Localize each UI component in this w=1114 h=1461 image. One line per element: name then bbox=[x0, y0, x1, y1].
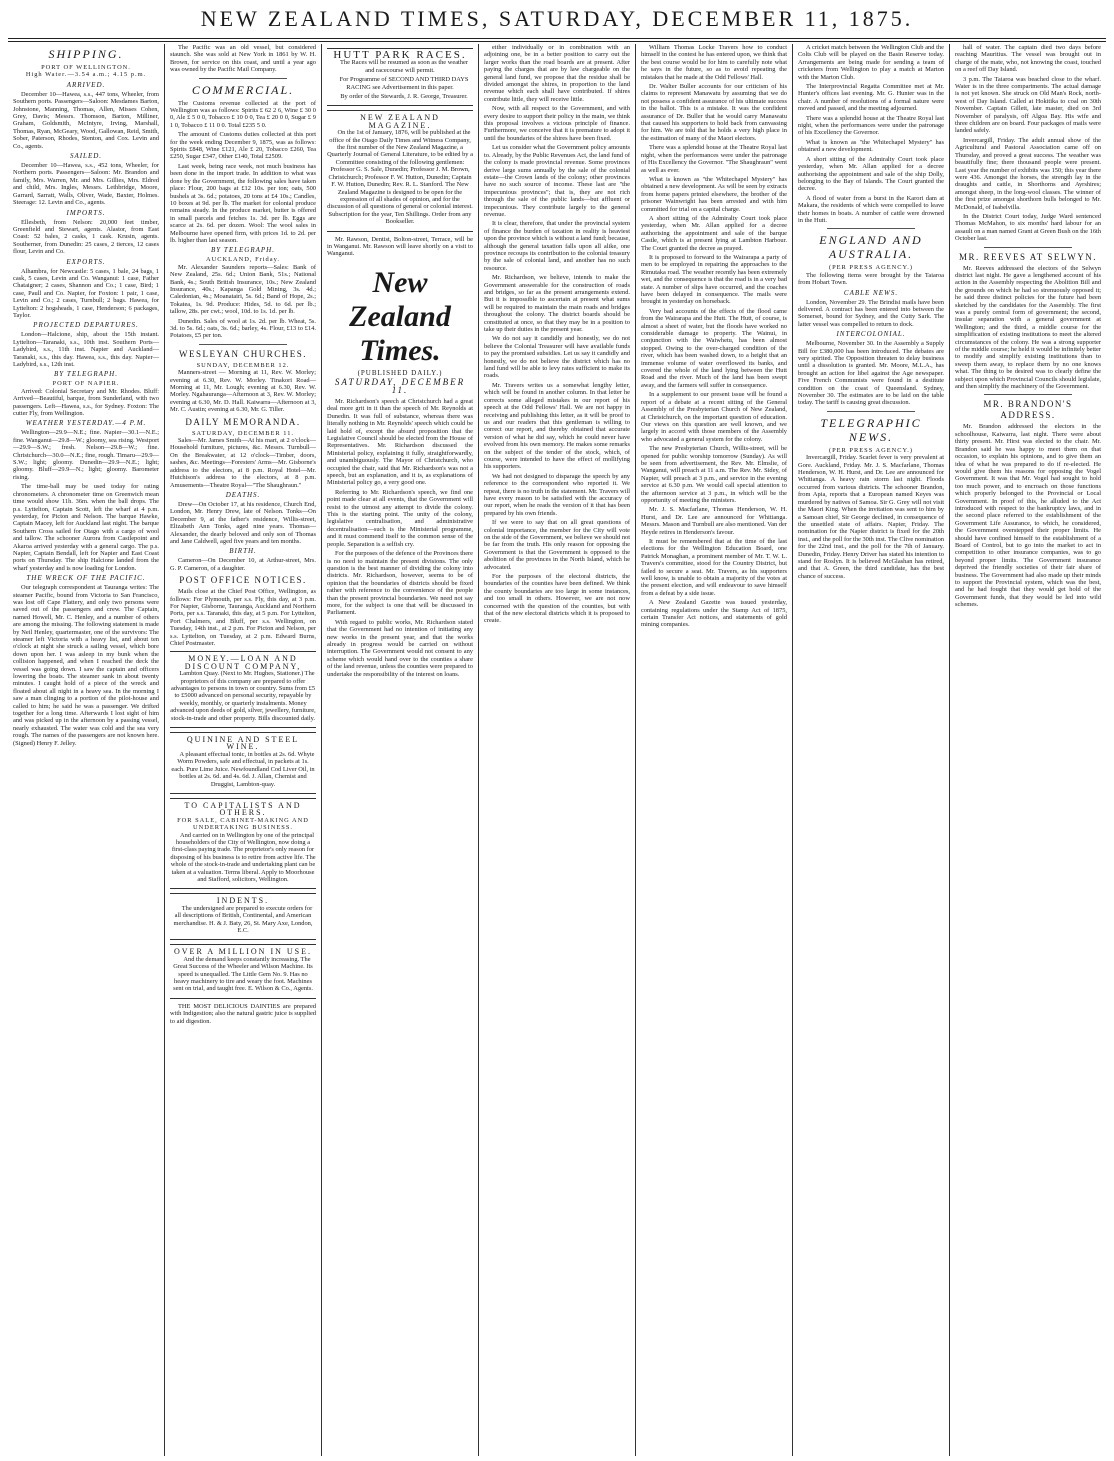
article-paragraph: either individually or in combination with an adjoining one, be in a better position to carry out the larger works than the road boards are at present. After paying the charges that are by law chargeable on the general land fund, we propose that the residue shall be divided amongst the shires, in proportion to the land revenue which each shall have contributed. If shires contribute little, they will receive little. bbox=[484, 44, 630, 103]
ad-text: By order of the Stewards, J. R. George, Treasurer. bbox=[340, 93, 468, 101]
divider bbox=[827, 228, 915, 229]
commercial-heading: COMMERCIAL. bbox=[191, 82, 295, 97]
leader-paragraph: With regard to public works, Mr. Richardson stated that the Government had no intention of initiating any new works in the present year, and that the works already in progress would be carried on without interruption. The Government would not consent to any scheme which would hand over to the counties a share of the land revenue, unless the counties were prepared to undertake the responsibility of the interest on loans. bbox=[327, 618, 473, 678]
article-paragraph: A flood of water from a burst in the Karori dam at Makara, the residents of which were compelled to leave their homes in boats. A number of cattle were drowned in the Hutt. bbox=[798, 194, 944, 224]
customs-text: The Customs revenue collected at the port of Wellington was as follows: Spirits £ 62 2 6, Wine £ 30 0 0, Ale £ 5 0 0, Tobacco £ 10 0 0, Tea £ 20 0 0, Sugar £ 9 1 0, Tobacco £ 11 0 0. Total £235 5 0. bbox=[170, 99, 316, 129]
advertisement-magazine bbox=[327, 110, 473, 231]
divider bbox=[984, 394, 1072, 395]
article-paragraph: In the District Court today, Judge Ward sentenced Thomas McMahon, to six months' hard labour for an assault on a man named Grant at Green Bush on the 16th October last. bbox=[955, 212, 1101, 243]
ad-text: On the 1st of January, 1876, will be published at the office of the Otago Daily Times and Witness Company, the first number of the New Zealand Magazine, a Quarterly Journal of General Literature, to be edited by a Committee consisting of the following gentlemen: Professor G. S. Sale, Dunedin; Professor J. M. Brown, Christchurch; Professor F. W. Hutton, Dunedin; Captain F. W. Hutton, Dunedin; Rev. R. L. Stanford. The New Zealand Magazine is designed to be open for the expression of all shades of opinion, and for the discussion of all questions of general or colonial interest. Subscription for the year, Ten Shillings. Order from any Bookseller. bbox=[327, 129, 473, 226]
high-water: High Water.—3.54 a.m.; 4.15 p.m. bbox=[25, 71, 147, 79]
brandon-heading: MR. BRANDON'S ADDRESS. bbox=[983, 399, 1073, 421]
article-paragraph: hall of water. The captain died two days before reaching Mauritius. The vessel was brought out in charge of the mate, who, not knowing the coast, touched on a reef off Day Island. bbox=[955, 44, 1101, 74]
article-paragraph: It must be remembered that at the time of the last elections for the Wellington Education Board, one Patrick Monaghan, a prominent member of Mr. T. W. L. Travers's committee, stood for the Country District, but failed to secure a seat. Mr. Travers, as his supporters well know, is unable to obtain a majority of the votes at the present election, and will endeavour to save himself from a defeat by a side issue. bbox=[641, 538, 787, 597]
church-sub: SUNDAY, DECEMBER 12. bbox=[196, 361, 290, 369]
advertisement-indents bbox=[170, 893, 316, 940]
departures-heading: PROJECTED DEPARTURES. bbox=[33, 321, 139, 330]
sailed-heading: SAILED. bbox=[69, 152, 103, 161]
advertisement-capitalists bbox=[170, 798, 316, 889]
dunedin-market: Dunedin. Sales of wool at 1s. 2d. per lb. Wheat, 5s. 3d. to 5s. 6d.; oats, 3s. 6d.; barley, 4s. Flour, £13 to £14. Potatoes, £5 per ton. bbox=[170, 317, 316, 340]
sailed-text: December 10—Hawea, s.s., 452 tons, Wheeler, for Northern ports. Passengers—Saloon: Mr. Brandon and family, Mrs. Warren, Mr. and Mrs. Gillies, Mrs. Eldred and child, Mrs. Ingles, Messrs. Lethbridge, Moore, Garrard, Sarratt, Walls, Oliver, Wade, Baxter, Holmes. Steerage: 12. Levin and Co., agents. bbox=[13, 162, 159, 207]
intercolonial-heading: INTERCOLONIAL. bbox=[836, 330, 906, 339]
page-columns bbox=[8, 44, 1106, 1456]
customs-week-text: The amount of Customs duties collected at this port for the week ending December 9, 1875, was as follows: Spirits £848, Wine £121, Ale £ 20, Tobacco £260, Tea £250, Sugar £347, Other £140, Total £2509. bbox=[170, 131, 316, 161]
memoranda-text: Sales—Mr. James Smith—At his mart, at 2 o'clock—Household furniture, pictures, &c. Messrs. Turnbull—On the Breakwater, at 12 o'clock—Timber, doors, sashes, &c. Meetings—Foresters' Arms—Mr. Gisborne's address to the electors, at 8 p.m. Royal Hotel—Mr. Hutchison's address to the electors, at 8 p.m. Amusements—Theatre Royal—"The Shaughraun." bbox=[170, 437, 316, 489]
column-1 bbox=[8, 44, 165, 1456]
article-paragraph: A short sitting of the Admiralty Court took place yesterday, when Mr. Allan applied for a decree authorising the appointment and sale of the ship Dolly, belonging to the Bay of Islands. The Court granted the decree. bbox=[798, 155, 944, 193]
post-text: Mails close at the Chief Post Office, Wellington, as follows: For Plymouth, per s.s. Fly, this day, at 3 p.m. For Napier, Gisborne, Tauranga, Auckland and Northern Ports, per s.s. Taranaki, this day, at 5 p.m. For Lyttelton, Port Chalmers, and Bluff, per s.s. Wellington, on Tuesday, 14th inst., at 2 p.m. For Picton and Nelson, per s.s. Lyttelton, on Tuesday, at 2 p.m. Edward Burns, Chief Postmaster. bbox=[170, 588, 316, 647]
telegraphic-text: Invercargill, Friday. Scarlet fever is very prevalent at Gore. Auckland, Friday. Mr. J. S. Macfarlane, Thomas Henderson, W. H. Hurst, and Dr. Lee are announced for Whitianga. A heavy rain storm last night. Floods occurred from various districts. The schooner Brandon, from Apia, reports that a European named Keyes was murdered by natives of Samoa. Sir G. Grey will not visit the Maori King. When the invitation was sent to him by a Samoan chief, Sir George declined, in consequence of the unsettled state of affairs. Napier, Friday. The nomination for the Napier district is fixed for the 20th inst., and the poll for the 30th inst. The Clive nomination for the 22nd inst., and the poll for the 7th of January. Dunedin, Friday. Henry Driver has stated his intention to stand for Roslyn. It is believed McGlashan has retired, and that A. Green, the third candidate, has the best chance of success. bbox=[798, 454, 944, 580]
imports-text: Ellesbeth, from Nelson: 20,000 feet timber, Greenfield and Stewart, agents. Alastor, from East Coast: 52 bales, 2 casks, 1 cask. Krusin, agents. Southerner, from Dunedin: 25 cases, 2 tierces, 12 cases flour, Levin and Co. bbox=[13, 218, 159, 256]
press-agency: (PER PRESS AGENCY.) bbox=[828, 264, 914, 272]
article-paragraph: What is known as "the Whitechapel Mystery" has obtained a new development. bbox=[798, 138, 944, 154]
column-6 bbox=[793, 44, 950, 1456]
article-paragraph: There was a splendid house at the Theatre Royal last night, when the performances were under the patronage of his Excellency the Governor. bbox=[798, 114, 944, 137]
article-paragraph: We had not designed to disparage the speech by any reference to the correspondent who reported it. We repeat, there is no truth in the statement. Mr. Travers will have every reason to be satisfied with the accuracy of our report, when he reads the version of it that has been prepared by his own friends. bbox=[484, 472, 630, 517]
advertisement-loan bbox=[170, 651, 316, 728]
column-3 bbox=[322, 44, 479, 1456]
article-paragraph: Let us consider what the Government policy amounts to. Already, by the Public Revenues Act, the land fund of the colony is made provincial revenue. Some provinces derive large sums annually by the sale of the colonial estate—the Crown lands of the colony; other provinces have no such source of income. These last are "the impecunious provinces"; that is, they are not rich through the sale of the public lands—but affluent or impecunious. They contribute largely to the general revenue. bbox=[484, 144, 630, 218]
article-paragraph: William Thomas Locke Travers how to conduct himself in the contest he has entered upon, we think that the best course would be for him to carefully note what he says in the future, so as to avoid repeating the mistakes that he made at the Odd Fellows' Hall. bbox=[641, 44, 787, 81]
divider bbox=[199, 344, 287, 345]
ad-subtitle: FOR SALE, CABINET-MAKING AND UNDERTAKING BUSINESS. bbox=[177, 816, 309, 832]
memoranda-sub: SATURDAY, DECEMBER 11. bbox=[191, 429, 294, 437]
article-paragraph: It is proposed to forward to the Wairarapa a party of men to be employed in repairing the approaches to the Rimutaka road. The weather recently has been extremely wet, and the consequence is that the road is in a very bad state. A number of slips have occurred, and the coaches have been delayed in consequence. The mails were brought in yesterday on horseback. bbox=[641, 253, 787, 306]
telegraph-heading: BY TELEGRAPH. bbox=[54, 370, 118, 379]
advertisement-hutt-races bbox=[327, 48, 473, 106]
article-paragraph: For the purposes of the electoral districts, the boundaries of the counties have been defined. We think the county boundaries are too large in some instances, and too small in others. However, we are not now concerned with the question of the counties, but with that of the new electoral districts which it is proposed to create. bbox=[484, 573, 630, 625]
article-paragraph: What is known as "the Whitechapel Mystery" has obtained a new development. As will be seen by extracts from home papers printed elsewhere, the brother of the prisoner Wainwright has been arrested and with him committed for trial on a capital charge. bbox=[641, 175, 787, 213]
ad-title: QUININE AND STEEL WINE. bbox=[186, 735, 300, 752]
pacific-intro: The Pacific was an old vessel, but considered staunch. She was sold at New York in 1861 by W. H. Brown, for service on this coast, and until a year ago was owned by the Pacific Mail Company. bbox=[170, 44, 316, 74]
ad-text: And the demand keeps constantly increasing. The Great Success of the Wheeler and Wilson Machine. Its speed is unequalled. The Little Gem No. 9. Has no heavy machinery to tire and weary the foot. Machines sent on trial, and taught free. E. Wilson & Co., Agents. bbox=[173, 955, 313, 993]
masthead-rule-2 bbox=[8, 41, 1106, 42]
birth-heading: BIRTH. bbox=[229, 547, 257, 556]
leader-paragraph: Mr. Richardson's speech at Christchurch had a great deal more grit in it than the speech of Mr. Reynolds at Dunedin. It was full of substance, whereas there was literally nothing in Mr. Reynolds' speech which could be laid hold of, except the absurd proposition that the Legislative Council should be elected from the House of Representatives. Mr. Richardson discussed the Ministerial policy, explaining it fully, straightforwardly, and unambiguously. The Mayor of Christchurch, who occupied the chair, said that Mr. Richardson's was not a speech, but an explanation, and it is, as explanations of Ministerial policy go, a very good one. bbox=[327, 397, 473, 487]
auckland-market: Mr. Alexander Saunders reports—Sales: Bank of New Zealand, 25s. 6d.; Union Bank, 51s.; National Bank, 4s.; South British Insurance, 10s.; New Zealand Insurance, 40s.; Kapanga Gold Mining, 3s. 4d.; Caledonian, 4s.; Moanatairi, 5s. 6d.; Band of Hope, 2s.; Tokatea, 1s. 9d. Produce: Hides, 5d. to 6d. per lb.; tallow, 28s. per cwt.; wool, 10d. to 1s. 1d. per lb. bbox=[170, 263, 316, 316]
weather-text: Wellington—29.9—N.E.; fine. Napier—30.1—N.E.; fine. Wanganui—29.8—W.; gloomy, sea rising. Westport—29.9—S.W.; fresh. Nelson—29.8—W.; fine. Christchurch—30.0—N.E.; fine, rough. Timaru—29.9—S.W.; light; gloomy. Dunedin—29.9—N.E.; light; gloomy. Bluff—29.9—N.; light; gloomy. Barometer rising. bbox=[13, 429, 159, 481]
ad-title: HUTT PARK RACES. bbox=[333, 49, 467, 61]
departures-text: London—Halcione, ship, about the 15th instant. Lyttelton—Taranaki, s.s., 10th inst. Southern Ports—Ladybird, s.s., 11th inst. Napier and Auckland—Taranaki, s.s., this day. Hawea, s.s., this day. Napier—Ladybird, s.s., 12th inst. bbox=[13, 331, 159, 368]
ad-title: INDENTS. bbox=[216, 896, 270, 906]
ad-text: And carried on in Wellington by one of the principal householders of the City of Wellington, now doing a first-class paying trade. The proprietor's only reason for disposing of his business is to retire from active life. The whole of the stock-in-trade and undertaking plant can be taken at a valuation. Terms liberal. Apply to Moorhouse and Stafford, solicitors, Wellington. bbox=[170, 831, 316, 883]
ad-title: OVER A MILLION IN USE. bbox=[174, 947, 312, 957]
weather-heading: WEATHER YESTERDAY.—4 P.M. bbox=[25, 419, 147, 428]
leader-paragraph: Referring to Mr. Richardson's speech, we find one point made clear at all events, that the Government will resist to the utmost any attempt to divide the colony. This is the starting point. The unity of the colony, legislative centralisation, and administrative decentralisation—such is the Ministerial programme, and it must commend itself to the common sense of the people. Separation is a selfish cry. bbox=[327, 488, 473, 548]
ad-text: Lambton Quay. (Next to Mr. Hughes, Stationer.) The proprietors of this company are prepared to offer advantages to persons in town or country. Sums from £5 to £5000 advanced on personal security, repayable by weekly, monthly, or quarterly instalments. Money advanced upon deeds of gold, silver, jewellery, furniture, stock-in-trade and other property. Bills discounted daily. bbox=[170, 670, 316, 722]
cable-text: London, November 29. The Brindisi mails have been delivered. A contract has been entered into between the Somerset, bound for Sydney, and the Cutty Sark. The latter vessel was compelled to return to dock. bbox=[798, 298, 944, 328]
column-4 bbox=[479, 44, 636, 1456]
paper-date: SATURDAY, DECEMBER 11. bbox=[334, 377, 466, 395]
article-paragraph: Invercargill, Friday. The adult annual show of the Agricultural and Pastoral Association came off on Thursday, and proved a great success. The weather was beautifully fine; there thousand people were present. Last year the number of exhibits was 150; this year there were 436. Amongst the horses, the strength lay in the draughts and cattle, in Shorthorns and Ayrshires; amongst sheep, in the long-wool classes. The winner of the first prize amongst shorthorn bulls belonged to Mr. McDonald, of Isabelvilla. bbox=[955, 136, 1101, 211]
birth-text: Cameron—On December 10, at Arthur-street, Mrs. G. P. Cameron, of a daughter. bbox=[170, 557, 316, 572]
leader-paragraph: For the purposes of the defence of the Provinces there is no need to maintain the present divisions. The only question is the best manner of dividing the colony into districts. Mr. Richardson, however, seems to be of opinion that the boundaries of districts should be fixed rather with reference to the convenience of the people than the present provincial boundaries. We need not say more, for the subject is one that will be discussed in Parliament. bbox=[327, 550, 473, 617]
shipping-notes: The time-ball may be used today for rating chronometers. A chronometer time on Greenwich mean time would show 11h. 36m. when the ball drops. The p.s. Lyttelton, Captain Scott, left the wharf at 4 p.m. yesterday, for Picton and Nelson. The barque Hawke, Captain Macey, left for Auckland last night. The barque Southern Cross sailed for Otago with a cargo of wool and tallow. The schooner Aurora from Castlepoint and Akaroa arrived yesterday with a general cargo. The p.s. Napier, Captain Bendall, left for Napier and East Coast ports on Thursday. The ship Halcione landed from the wharf yesterday and is now loading for London. bbox=[13, 483, 159, 572]
reeves-heading: MR. REEVES AT SELWYN. bbox=[959, 251, 1097, 262]
divider bbox=[827, 411, 915, 412]
ad-title: MONEY.—LOAN AND DISCOUNT COMPANY, bbox=[184, 654, 302, 671]
column-2 bbox=[165, 44, 322, 1456]
advertisement-wheeler-wilson bbox=[170, 944, 316, 998]
press-agency-2: (PER PRESS AGENCY.) bbox=[828, 446, 914, 454]
telegraph-heading-2: BY TELEGRAPH. bbox=[211, 246, 275, 255]
ad-title: TO CAPITALISTS AND OTHERS. bbox=[184, 800, 302, 818]
paper-subtitle: (PUBLISHED DAILY.) bbox=[357, 368, 443, 377]
divider bbox=[199, 78, 287, 79]
ad-text: The undersigned are prepared to execute orders for all descriptions of British, Continental, and American merchandise. H. & J. Baty, 26, St. Mary Axe, London, E.C. bbox=[173, 904, 313, 934]
church-text: Manners-street — Morning at 11, Rev. W. Morley; evening at 6.30, Rev. W. Morley. Tinakori Road—Morning at 11, Mr. Lough; evening at 6.30, Rev. W. Morley. Ngahauranga—Afternoon at 3, Rev. W. Morley; evening at 6.30, Mr. D. Hall. Kaiwarra—Afternoon at 3, Mr. C. Austin; evening at 6.30, Mr. G. Tiller. bbox=[170, 369, 316, 414]
article-paragraph: 3 p.m. The Taiaroa was beached close to the wharf. Water is in the three compartments. The actual damage is not yet known. She struck on Old Man's Rock, north-west of Day Island. Called at Hokitika to coal on 30th November. Captain Gillett, late master, died on 3rd November of paralysis, off Algoa Bay. His wife and three children are on board. Four packages of mails were landed safely. bbox=[955, 75, 1101, 135]
ad-text: For Programme of SECOND AND THIRD DAYS RACING see Advertisement in this paper. bbox=[339, 76, 469, 91]
brandon-text: Mr. Brandon addressed the electors in the schoolhouse, Kaiwarra, last night. There were about thirty present. Mr. Hirst was elected to the chair. Mr. Brandon said he was happy to meet them on that occasion, to explain his opinions, and to give them an idea of what he was prepared to do if re-elected. He would give them his reasons for opposing the Vogel Government. It was that Mr. Vogel had sought to hold too much power, and to encroach on those functions which properly belonged to the Provincial or Local Government. In proof of this, he alluded to the Act introduced with respect to the bankruptcy laws, and in the second place referred to the establishment of the Government Life Assurance, to which, he considered, the Government overstepped their proper limits. He should have confined himself to the establishment of a Board of Control, but to go into the market to act in competition to other insurance companies, was to go beyond proper limits. The Government insurance deprived the friendly societies of their fair share of business. The Government had also made up their minds to support the Provincial system, which was the best, and he had fought that they would get hold of the Government funds, that they would be led into wild schemes. bbox=[955, 423, 1101, 609]
imports-heading: IMPORTS. bbox=[66, 208, 106, 217]
exports-heading: EXPORTS. bbox=[66, 257, 106, 266]
arrived-heading: ARRIVED. bbox=[66, 80, 106, 89]
telegraph-sub-2: AUCKLAND, Friday. bbox=[206, 256, 280, 264]
article-paragraph: There was a splendid house at the Theatre Royal last night, when the performances were under the patronage of His Excellency the Governor. "The Shaughraun" went as well as ever. bbox=[641, 144, 787, 174]
article-paragraph: The Interprovincial Regatta Committee met at Mr. Hunter's offices last evening. Mr. G. Hunter was in the chair. A number of resolutions of a formal nature were moved and passed, and the meeting adjourned. bbox=[798, 83, 944, 113]
telegraph-sub: PORT OF NAPIER. bbox=[52, 380, 120, 388]
port-heading: PORT OF WELLINGTON. bbox=[41, 64, 131, 71]
article-paragraph: If we were to say that on all great questions of colonial importance, the member for the City will vote on the side of the Government, we believe we should not be far from the truth. His only reason for opposing the Government is that the Government is opposed to the abolition of the provinces in the North Island, which he advocated. bbox=[484, 519, 630, 571]
advertisement-quinine bbox=[170, 732, 316, 794]
intercolonial-text: Melbourne, November 30. In the Assembly a Supply Bill for £380,000 has been introduced. The debates are very spirited. The Opposition threaten to delay business until a dissolution is granted. Mr. Moore, M.L.A., has brought an action for libel against the Age newspaper. Five French Communists were found in a destitute condition on the coast of Queensland. Sydney, November 30. The estimates are to be laid on the table today. The tariff is causing great discussion. bbox=[798, 340, 944, 407]
ad-text: A pleasant effectual tonic, in bottles at 2s. 6d. Whyte Worm Powders, safe and effectual, in packets at 1s. each. Pure Lime Juice. Newfoundland Cod Liver Oil, in bottles at 2s. 6d. and 4s. 6d. J. Allan, Chemist and Druggist, Lambton-quay. bbox=[171, 750, 315, 788]
shipping-heading: SHIPPING. bbox=[48, 47, 124, 61]
column-7 bbox=[950, 44, 1106, 1456]
ad-text: The Races will be resumed as soon as the weather and racecourse will permit. bbox=[340, 59, 468, 74]
article-paragraph: It is clear, therefore, that under the provincial system of finance the burden of taxation in reality is heaviest upon the province which is without a land fund; because, although the general taxation falls upon all alike, one province recoups its contribution to the colonial treasury by the sale of colonial land, and another has no such resource. bbox=[484, 220, 630, 272]
article-paragraph: Dr. Walter Buller accounts for our criticism of his claims to represent Manawatu by assuming that we do not possess a confident assurance of his ultimate success in the ballot. This is a mistake. It was the confident assurance of Dr. Buller that he would carry Manawatu that caused his supporters to hold back from canvassing for him. We are told that he holds a very high place in the estimation of many of the Maori electors. bbox=[641, 83, 787, 142]
wreck-text: Our telegraph correspondent at Tauranga writes: The steamer Pacific, bound from Victoria to San Francisco, was lost off Cape Flattery, and only two persons were saved out of the passengers and crew. The Captain, named Howell, Mr. C. Henley, and a number of others are among the missing. The following statement is made by Neil Henley, quartermaster, one of the survivors: The steamer left Victoria with a heavy list, and about ten o'clock at night she struck a sailing vessel, which bore down upon her. I was asleep in my bunk when the collision happened, and when I reached the deck the vessel was going down. I saw the captain and officers lowering the boats. The steamer sank in about twenty minutes. I caught hold of a piece of the wreck and floated about all night in a heavy sea. In the morning I saw a man clinging to a portion of the pilot-house and called to him; he said he was a passenger. We drifted together for a long time. Afterwards I lost sight of him and was picked up in the afternoon by a passing vessel, nearly exhausted. The water was cold and the sea very rough. The names of the passengers are not known here. (Signed) Henry F. Jelley. bbox=[13, 584, 159, 747]
article-paragraph: Mr. J. S. Macfarlane, Thomas Henderson, W. H. Hurst, and Dr. Lee are announced for Whitianga. Messrs. Mason and Turnbull are also mentioned. Van der Heyde retires in Henderson's favour. bbox=[641, 506, 787, 536]
article-paragraph: Mr. Richardson, we believe, intends to make the Government answerable for the construction of roads and bridges, so far as the present arrangements extend. But it is impossible to ascertain at present what sums will be required to maintain the main roads and bridges throughout the colony. The district boards should be constituted at once, so that they may be in a position to take up their duties in the present year. bbox=[484, 274, 630, 334]
market-text: Last week, being race week, not much business has been done in the import trade. In addition to what was done by the Government, the following sales have taken place: Flour, 200 bags at £12 10s. per ton; oats, 500 bushels at 3s. 6d.; potatoes, 20 tons at £4 10s.; Candles, 10 boxes at 9d. per lb. The market for colonial produce remains steady. In the produce market, butter is offered in small parcels and fetches 1s. 3d. per lb. Eggs are scarce at 2s. 6d. per dozen. Wool: The wool sales in Melbourne have opened firm, with prices 1d. to 2d. per lb. higher than last season. bbox=[170, 162, 316, 244]
deaths-heading: DEATHS. bbox=[225, 490, 261, 499]
article-paragraph: A short sitting of the Admiralty Court took place yesterday, when Mr. Allan applied for a decree authorising the appointment and sale of the barque Castle, which is at present lying at Lambton Harbour. The Court granted the decree as prayed. bbox=[641, 214, 787, 252]
article-paragraph: Very bad accounts of the effects of the flood came from the Wairarapa and the Hutt. The Hutt, of course, is almost a sheet of water, but the floods have worked no considerable damage to property. The Wainui, in conjunction with the Waiwhetu, has been almost stopped. Owing to the over-charged condition of the river, which has been washed down, to a height that an immense volume of water overflowed its banks, and covered the whole of the land lying between the Hutt Road and the river. Much of the land has been swept away, and the farmers will suffer in consequence. bbox=[641, 307, 787, 389]
aus-intro: The following items were brought by the Taiaroa from Hobart Town. bbox=[798, 271, 944, 287]
article-paragraph: We do not say it candidly and honestly, we do not believe the Colonial Treasurer will have available funds to pay the promised subsidies. Let us say it candidly and honestly, we do not believe the district which has no land fund will be able to levy rates sufficient to make its roads. bbox=[484, 335, 630, 380]
deaths-text: Drew—On October 17, at his residence, Church End, London, Mr. Henry Drew, late of Nelson. Tonks—On December 9, at the father's residence, Willis-street, Elizabeth Ann Tonks, aged nine years. Thomas—Alexander, the dearly beloved and only son of Thomas and Jane Caldwell, aged five years and ten months. bbox=[170, 500, 316, 545]
arrived-text: December 10—Hawea, s.s., 447 tons, Wheeler, from Southern ports. Passengers—Saloon: Mesdames Barton, Johnstone, Manning, Thomas, Allen, Misses Cohen, Grey, Davis; Messrs. Thomson, Barton, Milliner, Graham, Goldsmith, McIntyre, Irving, Marshall, Thomas, Ryan, McGeary, Wood, Gallowan, Reid, Smith, Sober, Paterson, Rhodes, Stenton, and Cox. Levin and Co., agents. bbox=[13, 90, 159, 150]
memoranda-heading: DAILY MEMORANDA. bbox=[185, 416, 301, 427]
ad-title: NEW ZEALAND MAGAZINE. bbox=[360, 113, 440, 130]
exports-text: Alhambra, for Newcastle: 5 cases, 1 bale, 24 bags, 1 cask, 5 cases, Levin and Co. Wanganui: 1 case, Father Chataigner; 2 cases, Shannon and Co.; 1 case, Bird; 1 case, Paull and Co. Napier, for Foxton: 1 pair, 1 case, Levin and Co.; 2 cases, Turnbull; 2 bags. Hawea, for Lyttelton: 2 hogsheads, 1 case, Henderson; 6 packages, Taylor. bbox=[13, 267, 159, 319]
post-heading: POST OFFICE NOTICES. bbox=[179, 575, 307, 586]
masthead-rule bbox=[8, 38, 1106, 39]
telegraphic-heading: TELEGRAPHIC NEWS. bbox=[820, 415, 922, 444]
article-paragraph: Mr. Travers writes us a somewhat lengthy letter, which will be found in another column. In that letter he corrects some alleged mistakes in our report of his speech at the Odd Fellows' Hall. We are not happy in receiving and publishing this letter, as it will be proof to us and our readers that this gentleman is willing to correct our report, and thereby obtained that accurate version of what he did say, which he could never have evolved from his own memory. He makes some remarks on the subject of the tender of the stock, which, of course, were intended to have the effect of mollifying his supporters. bbox=[484, 381, 630, 471]
reeves-text: Mr. Reeves addressed the electors of the Selwyn district last night. He gave a lengthened account of his action in the Assembly respecting the Abolition Bill and the grounds on which he had so strenuously opposed it; he said three distinct policies for the future had been sketched by the candidates for the Assembly. The first was a purely central form of government; the second, insular separation with a general government at Wellington; and the third, a middle course for the simplification of existing institutions to meet the altered circumstances of the colony. He was a strong supporter of the middle course; he held it would be infinitely better to modify and simplify existing institutions than to sweep them away, to replace them by no one knows what. The thing to be desired was to clearly define the subject upon which Provincial Councils should legislate, and then simplify the machinery of the Government. bbox=[955, 264, 1101, 391]
article-paragraph: The new Presbyterian Church, Willis-street, will be opened for public worship tomorrow (Sunday). As will be seen from advertisement, the Rev. Mr. Elmslie, of Wanganui, will preach at 11 a.m. The Rev. Mr. Sidey, of Napier, will preach at 3 p.m., and service in the evening service at 6.30 p.m. We would call special attention to the afternoon service at 3 p.m., in which will be the opportunity of meeting the ministers. bbox=[641, 445, 787, 504]
article-paragraph: Now, with all respect to the Government, and with every desire to support their policy in the main, we think this proposal involves a vicious principle of finance. Furthermore, we conceive that it is premature to adopt it until the boundaries of the shires have been fixed. bbox=[484, 105, 630, 142]
cable-heading: CABLE NEWS. bbox=[843, 288, 899, 297]
ad-dainties: THE MOST DELICIOUS DAINTIES are prepared with Indigestion; also the natural gastric juice is supplied to aid digestion. bbox=[170, 1002, 316, 1025]
england-australia-heading: ENGLAND AND AUSTRALIA. bbox=[819, 233, 923, 262]
church-heading: WESLEYAN CHURCHES. bbox=[178, 348, 307, 359]
article-paragraph: In a supplement to our present issue will be found a report of a debate at a recent sitting of the General Assembly of the Presbyterian Church of New Zealand, at Christchurch, on the important question of education. Our views on this question are well known, and we largely in accord with those members of the Assembly who advocated a general system for the colony. bbox=[641, 391, 787, 443]
column-5 bbox=[636, 44, 793, 1456]
paper-title: New Zealand Times. bbox=[349, 265, 451, 367]
article-paragraph: A New Zealand Gazette was issued yesterday, containing regulations under the Stamp Act of 1875, certain Transfer Act notices, and statements of gold mining companies. bbox=[641, 599, 787, 629]
masthead: NEW ZEALAND TIMES, SATURDAY, DECEMBER 11, 1875. bbox=[200, 6, 914, 31]
wreck-heading: THE WRECK OF THE PACIFIC. bbox=[26, 574, 146, 583]
telegraph-text: Arrived: Colonial Secretary and Mr. Rhodes. Bluff: Arrived—Beautiful, barque, from Sunderland, with two passengers. Left—Hawea, s.s., for Sydney. Foxton: The cutter Fly, from Wellington. bbox=[13, 387, 159, 418]
dentist-notice: Mr. Rawson, Dentist, Bolton-street, Terrace, will be in Wanganui. Mr. Rawson will leave shortly on a visit to Wanganui. bbox=[327, 235, 473, 258]
divider bbox=[984, 247, 1072, 248]
article-paragraph: A cricket match between the Wellington Club and the Colts Club will be played on the Basin Reserve today. Arrangements are being made for sending a team of cricketers from Wellington to play a match at Marton with the Marton Club. bbox=[798, 44, 944, 81]
